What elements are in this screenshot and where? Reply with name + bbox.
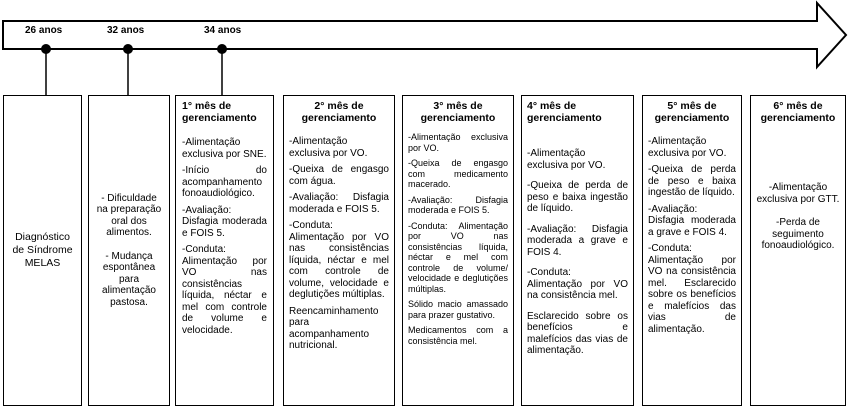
month-5-item: -Alimentação exclusiva por VO. [648, 136, 727, 159]
diagnosis-text: Diagnóstico de Síndrome MELAS [12, 231, 73, 269]
month-4-item: -Avaliação: Disfagia moderada a grave e FOIS 4. [527, 223, 628, 258]
month-4-item: -Conduta: Alimentação por VO na consistência mel. [527, 267, 628, 301]
month-1-item: -Avaliação: Disfagia moderada e FOIS 5. [182, 204, 267, 239]
month-3-item: -Queixa de engasgo com medicamento macerado. [408, 158, 508, 189]
month-2-item: -Conduta: Alimentação por VO nas consistências líquida, néctar e mel com controle de volume, velocidade e deglutições múltiplas. [289, 220, 389, 300]
month-6-item: -Perda de seguimento fonoaudiológico. [761, 217, 835, 251]
month-3-item: -Conduta: Alimentação por VO nas consistências líquida, néctar e mel com controle de volume/ velocidade e deglutições múltiplas. [408, 220, 508, 294]
age-label-34: 34 anos [204, 25, 242, 36]
month-2-title: 2° mês de gerenciamento [301, 100, 377, 124]
month-1-item: -Alimentação exclusiva por SNE. [182, 137, 267, 160]
age-label-32: 32 anos [107, 25, 145, 36]
month-4-item: -Alimentação exclusiva por VO. [527, 148, 606, 171]
month-3-title: 3° mês de gerenciamento [420, 100, 496, 124]
month-4-item: -Queixa de perda de peso e baixa ingestão de líquido. [527, 180, 628, 214]
month-4-title: 4° mês de gerenciamento [527, 100, 602, 124]
month-5-title: 5° mês de gerenciamento [654, 100, 730, 124]
month-4-item: Esclarecido sobre os benefícios e malefícios das vias de alimentação. [527, 310, 628, 356]
month-1-item: -Início do acompanhamento fonoaudiológico. [182, 165, 267, 199]
timeline-dot-32 [123, 44, 133, 54]
box-diagnosis [3, 95, 82, 406]
box-month-2 [283, 95, 395, 406]
box-month-6 [750, 95, 846, 406]
month-6-item: -Alimentação exclusiva por GTT. [756, 182, 840, 205]
timeline-dot-34 [217, 44, 227, 54]
month-2-item: -Alimentação exclusiva por VO. [289, 136, 368, 159]
month-5-item: -Avaliação: Disfagia moderada a grave e FOIS 4. [648, 203, 736, 238]
month-1-title: 1° mês de gerenciamento [182, 100, 257, 124]
month-3-item: Sólido macio amassado para prazer gustativo. [408, 299, 508, 320]
month-2-item: Reencaminhamento para acompanhamento nutricional. [289, 305, 379, 351]
box-month-1 [175, 95, 274, 406]
box-early-symptoms [88, 95, 170, 406]
month-3-item: -Alimentação exclusiva por VO. [408, 132, 508, 153]
symptom-item: - Dificuldade na preparação oral dos alimentos. [96, 192, 162, 239]
month-2-item: -Queixa de engasgo com água. [289, 164, 389, 187]
month-3-item: -Avaliação: Disfagia moderada e FOIS 5. [408, 194, 508, 215]
month-5-item: -Conduta: Alimentação por VO na consistência mel. Esclarecido sobre os benefícios e malefícios das vias de alimentação. [648, 243, 736, 335]
age-label-26: 26 anos [25, 25, 63, 36]
month-3-item: Medicamentos com a consistência mel. [408, 325, 508, 346]
month-6-title: 6° mês de gerenciamento [760, 100, 836, 124]
timeline-dot-26 [41, 44, 51, 54]
box-month-5 [642, 95, 742, 406]
box-month-3 [402, 95, 514, 406]
month-5-item: -Queixa de perda de peso e baixa ingestão de líquido. [648, 164, 736, 198]
symptom-item: - Mudança espontânea para alimentação pastosa. [102, 250, 156, 308]
month-1-item: -Conduta: Alimentação por VO nas consistências líquida, néctar e mel com controle de volume e velocidade. [182, 244, 267, 336]
month-2-item: -Avaliação: Disfagia moderada e FOIS 5. [289, 192, 389, 215]
box-month-4 [521, 95, 634, 406]
